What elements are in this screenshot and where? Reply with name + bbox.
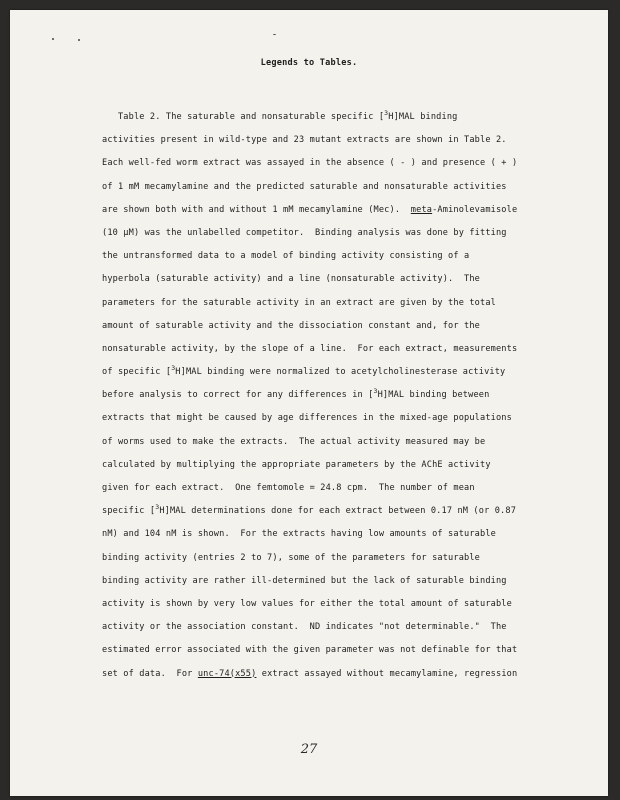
underlined-term: meta: [410, 204, 433, 215]
line-segment: activity is shown by very low values for either the total amount of saturable: [102, 598, 512, 609]
text-line: [102, 268, 572, 291]
text-line: [102, 129, 572, 152]
text-line: [102, 523, 572, 546]
text-line: [102, 384, 572, 407]
legend-text: [102, 106, 572, 686]
text-line: [102, 454, 572, 477]
text-line: [102, 570, 572, 593]
line-segment: Table 2. The saturable and nonsaturable specific [: [102, 112, 385, 122]
line-segment: extracts that might be caused by age differences in the mixed-age populations: [102, 413, 512, 424]
paper-speck: [78, 39, 80, 41]
line-segment: parameters for the saturable activity in an extract are given by the total: [102, 297, 496, 308]
superscript: 3: [155, 503, 160, 512]
text-line: [102, 338, 572, 361]
line-segment: hyperbola (saturable activity) and a line (nonsaturable activity). The: [102, 274, 480, 285]
line-segment: estimated error associated with the given parameter was not definable for that: [102, 645, 518, 656]
text-line: [102, 663, 572, 686]
line-segment: binding activity are rather ill-determined but the lack of saturable binding: [102, 575, 507, 586]
line-segment: set of data. For: [102, 668, 198, 679]
line-segment: of worms used to make the extracts. The actual activity measured may be: [102, 436, 486, 447]
text-line: [102, 431, 572, 454]
text-line: [102, 106, 572, 129]
line-segment: -Aminolevamisole: [432, 204, 518, 215]
superscript: 3: [373, 387, 378, 396]
line-segment: (10 µM) was the unlabelled competitor. Binding analysis was done by fitting: [102, 227, 507, 238]
text-line: [102, 292, 572, 315]
text-line: [102, 593, 572, 616]
text-line: [102, 176, 572, 199]
line-segment: binding activity (entries 2 to 7), some of the parameters for saturable: [102, 552, 480, 563]
line-segment: of 1 mM mecamylamine and the predicted saturable and nonsaturable activities: [102, 181, 507, 192]
line-segment: amount of saturable activity and the dissociation constant and, for the: [102, 320, 480, 331]
text-line: [102, 477, 572, 500]
superscript: 3: [384, 109, 389, 117]
text-line: [102, 199, 572, 222]
document-page: [10, 10, 608, 796]
line-segment: the untransformed data to a model of binding activity consisting of a: [102, 251, 470, 262]
text-line: [102, 500, 572, 523]
line-segment: activity or the association constant. ND indicates "not determinable." The: [102, 622, 507, 633]
page-number: 27: [300, 742, 318, 757]
page-title: Legends to Tables.: [260, 58, 358, 68]
line-segment: nM) and 104 nM is shown. For the extracts having low amounts of saturable: [102, 529, 496, 540]
text-line: [102, 315, 572, 338]
line-segment: H]MAL binding between: [377, 390, 490, 401]
line-segment: are shown both with and without 1 mM mecamylamine (Mec).: [102, 204, 411, 215]
line-segment: nonsaturable activity, by the slope of a line. For each extract, measurements: [102, 343, 518, 354]
text-line: [102, 245, 572, 268]
line-segment: H]MAL determinations done for each extract between 0.17 nM (or 0.87: [159, 506, 517, 517]
text-line: [102, 616, 572, 639]
line-segment: calculated by multiplying the appropriate parameters by the AChE activity: [102, 459, 491, 470]
line-segment: Each well-fed worm extract was assayed in the absence ( - ) and presence ( + ): [102, 158, 518, 169]
superscript: 3: [171, 364, 176, 373]
text-line: [102, 222, 572, 245]
text-line: [102, 547, 572, 570]
line-segment: extract assayed without mecamylamine, regression: [256, 668, 518, 679]
line-segment: H]MAL binding: [388, 112, 458, 122]
paper-speck: [52, 38, 54, 40]
paper-speck: [273, 34, 276, 35]
text-line: [102, 152, 572, 175]
underlined-term: unc-74(x55): [197, 668, 257, 679]
text-line: [102, 361, 572, 384]
line-segment: activities present in wild-type and 23 mutant extracts are shown in Table 2.: [102, 135, 507, 146]
text-line: [102, 639, 572, 662]
line-segment: specific [: [102, 506, 156, 517]
line-segment: before analysis to correct for any differences in [: [102, 390, 374, 401]
text-line: [102, 407, 572, 430]
line-segment: of specific [: [102, 367, 172, 378]
line-segment: H]MAL binding were normalized to acetylcholinesterase activity: [175, 367, 506, 378]
line-segment: given for each extract. One femtomole = 24.8 cpm. The number of mean: [102, 483, 475, 493]
